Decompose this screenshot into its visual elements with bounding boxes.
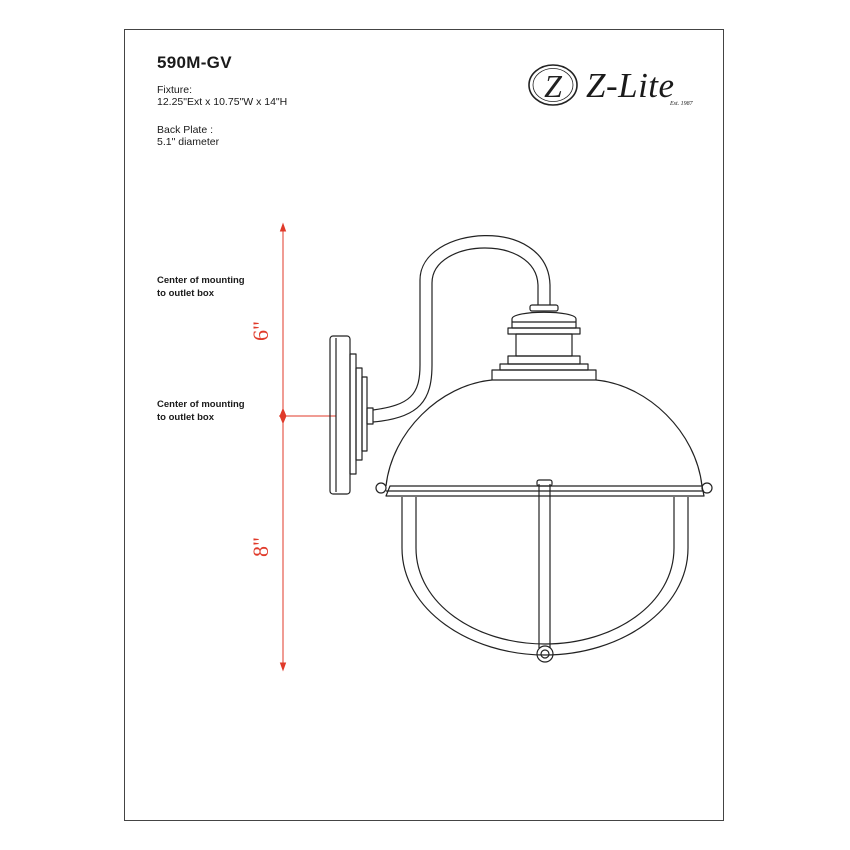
gooseneck-arm [373,236,550,422]
glass-globe [402,497,688,655]
brand-monogram: Z [544,68,562,104]
mounting-note-lower-line1: Center of mounting [157,399,245,410]
dimension-label-upper: 6" [247,321,273,341]
fixture-label: Fixture: [157,84,193,96]
brand-name: Z-Lite [586,66,675,105]
wall-light-fixture [330,236,712,662]
brand-logo-icon [529,65,577,105]
dimension-label-lower: 8" [247,537,273,557]
hood-cap [492,305,596,380]
dimension-lines [279,224,336,670]
backplate-label: Back Plate : [157,124,214,136]
backplate [330,336,373,494]
brand-established: Est. 1987 [670,101,693,107]
cage-guard [537,480,553,662]
mounting-note-upper-line2: to outlet box [157,287,214,299]
backplate-dimensions: 5.1" diameter [157,136,220,148]
model-number: 590M-GV [157,53,232,72]
fixture-dimensions: 12.25"Ext x 10.75"W x 14"H [157,96,288,108]
dome-shade [376,380,712,496]
mounting-note-upper-line1: Center of mounting [157,275,245,286]
mounting-note-lower-line2: to outlet box [157,411,214,423]
